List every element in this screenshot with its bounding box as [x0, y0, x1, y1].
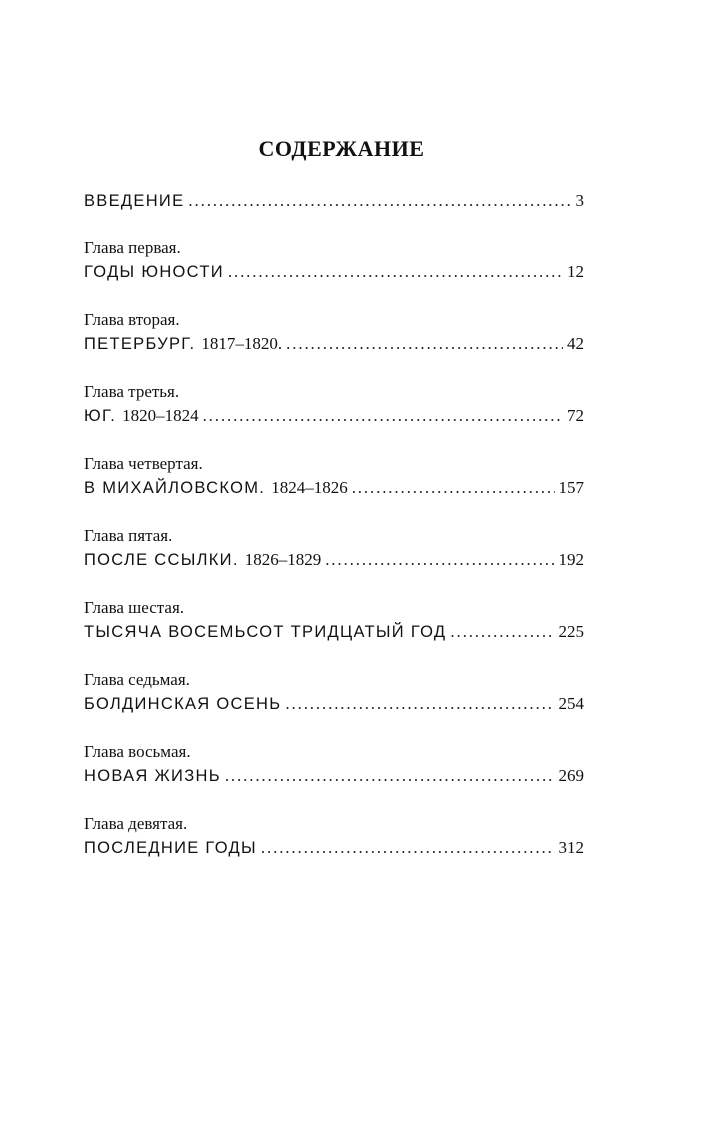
- chapter-label: Глава первая.: [84, 238, 181, 257]
- toc-entry-row: [84, 188, 584, 214]
- toc-entry-years: 1817–1820.: [201, 334, 283, 353]
- chapter-label: Глава шестая.: [84, 598, 185, 617]
- toc-page-number: 3: [575, 191, 584, 210]
- toc-entry-row: [84, 835, 584, 861]
- dot-leader: [228, 259, 563, 285]
- toc-page-number: 72: [567, 406, 584, 425]
- toc-entry-chapter-2: [84, 309, 584, 357]
- toc-page-number: 157: [558, 478, 584, 497]
- toc-entry-years: 1824–1826: [271, 478, 348, 497]
- toc-entry-row: [84, 619, 584, 645]
- toc-entry-chapter-7: [84, 669, 584, 717]
- dot-leader: [261, 835, 555, 861]
- chapter-label: Глава восьмая.: [84, 742, 191, 761]
- toc-page-number: 42: [567, 334, 584, 353]
- dot-leader: [188, 188, 571, 214]
- toc-page-number: 312: [558, 838, 584, 857]
- toc-entry-years: 1820–1824: [122, 406, 199, 425]
- toc-entry-row: [84, 475, 584, 501]
- toc-entry-row: [84, 763, 584, 789]
- toc-entry-heading: ТЫСЯЧА ВОСЕМЬСОТ ТРИДЦАТЫЙ ГОД: [84, 623, 447, 641]
- dot-leader: [203, 403, 563, 429]
- toc-entry-introduction: [84, 188, 584, 214]
- toc-entry-heading: ПОСЛЕ ССЫЛКИ.: [84, 551, 239, 569]
- toc-page-number: 12: [567, 262, 584, 281]
- toc-entry-chapter-4: [84, 453, 584, 501]
- toc-entry-heading: НОВАЯ ЖИЗНЬ: [84, 767, 221, 785]
- toc-entry-row: [84, 547, 584, 573]
- dot-leader: [286, 331, 563, 357]
- toc-entry-chapter-8: [84, 741, 584, 789]
- chapter-label: Глава пятая.: [84, 526, 173, 545]
- toc-page-number: 269: [558, 766, 584, 785]
- toc-entry-row: [84, 331, 584, 357]
- chapter-label: Глава третья.: [84, 382, 180, 401]
- page-title: СОДЕРЖАНИЕ: [258, 136, 425, 161]
- toc-entry-heading: БОЛДИНСКАЯ ОСЕНЬ: [84, 695, 282, 713]
- toc-entry-heading: ПОСЛЕДНИЕ ГОДЫ: [84, 839, 257, 857]
- toc-entry-chapter-6: [84, 597, 584, 645]
- toc-entry-chapter-5: [84, 525, 584, 573]
- chapter-label: Глава девятая.: [84, 814, 188, 833]
- dot-leader: [450, 619, 554, 645]
- toc-entry-heading: ПЕТЕРБУРГ.: [84, 335, 196, 353]
- toc-entry-row: [84, 259, 584, 285]
- chapter-label: Глава четвертая.: [84, 454, 203, 473]
- toc-entry-row: [84, 403, 584, 429]
- dot-leader: [225, 763, 555, 789]
- toc-page-number: 192: [558, 550, 584, 569]
- toc-entry-heading: ЮГ.: [84, 407, 117, 425]
- toc-page-number: 225: [558, 622, 584, 641]
- dot-leader: [285, 691, 554, 717]
- dot-leader: [352, 475, 555, 501]
- toc-entry-heading: ГОДЫ ЮНОСТИ: [84, 263, 224, 281]
- toc-entry-heading: ВВЕДЕНИЕ: [84, 192, 185, 210]
- toc-page-number: 254: [558, 694, 584, 713]
- toc-entry-heading: В МИХАЙЛОВСКОМ.: [84, 479, 266, 497]
- toc-entry-chapter-9: [84, 813, 584, 861]
- toc-entry-chapter-3: [84, 381, 584, 429]
- chapter-label: Глава седьмая.: [84, 670, 190, 689]
- toc-entry-chapter-1: [84, 237, 584, 285]
- chapter-label: Глава вторая.: [84, 310, 180, 329]
- toc-entry-row: [84, 691, 584, 717]
- dot-leader: [325, 547, 554, 573]
- toc-entry-years: 1826–1829: [244, 550, 322, 569]
